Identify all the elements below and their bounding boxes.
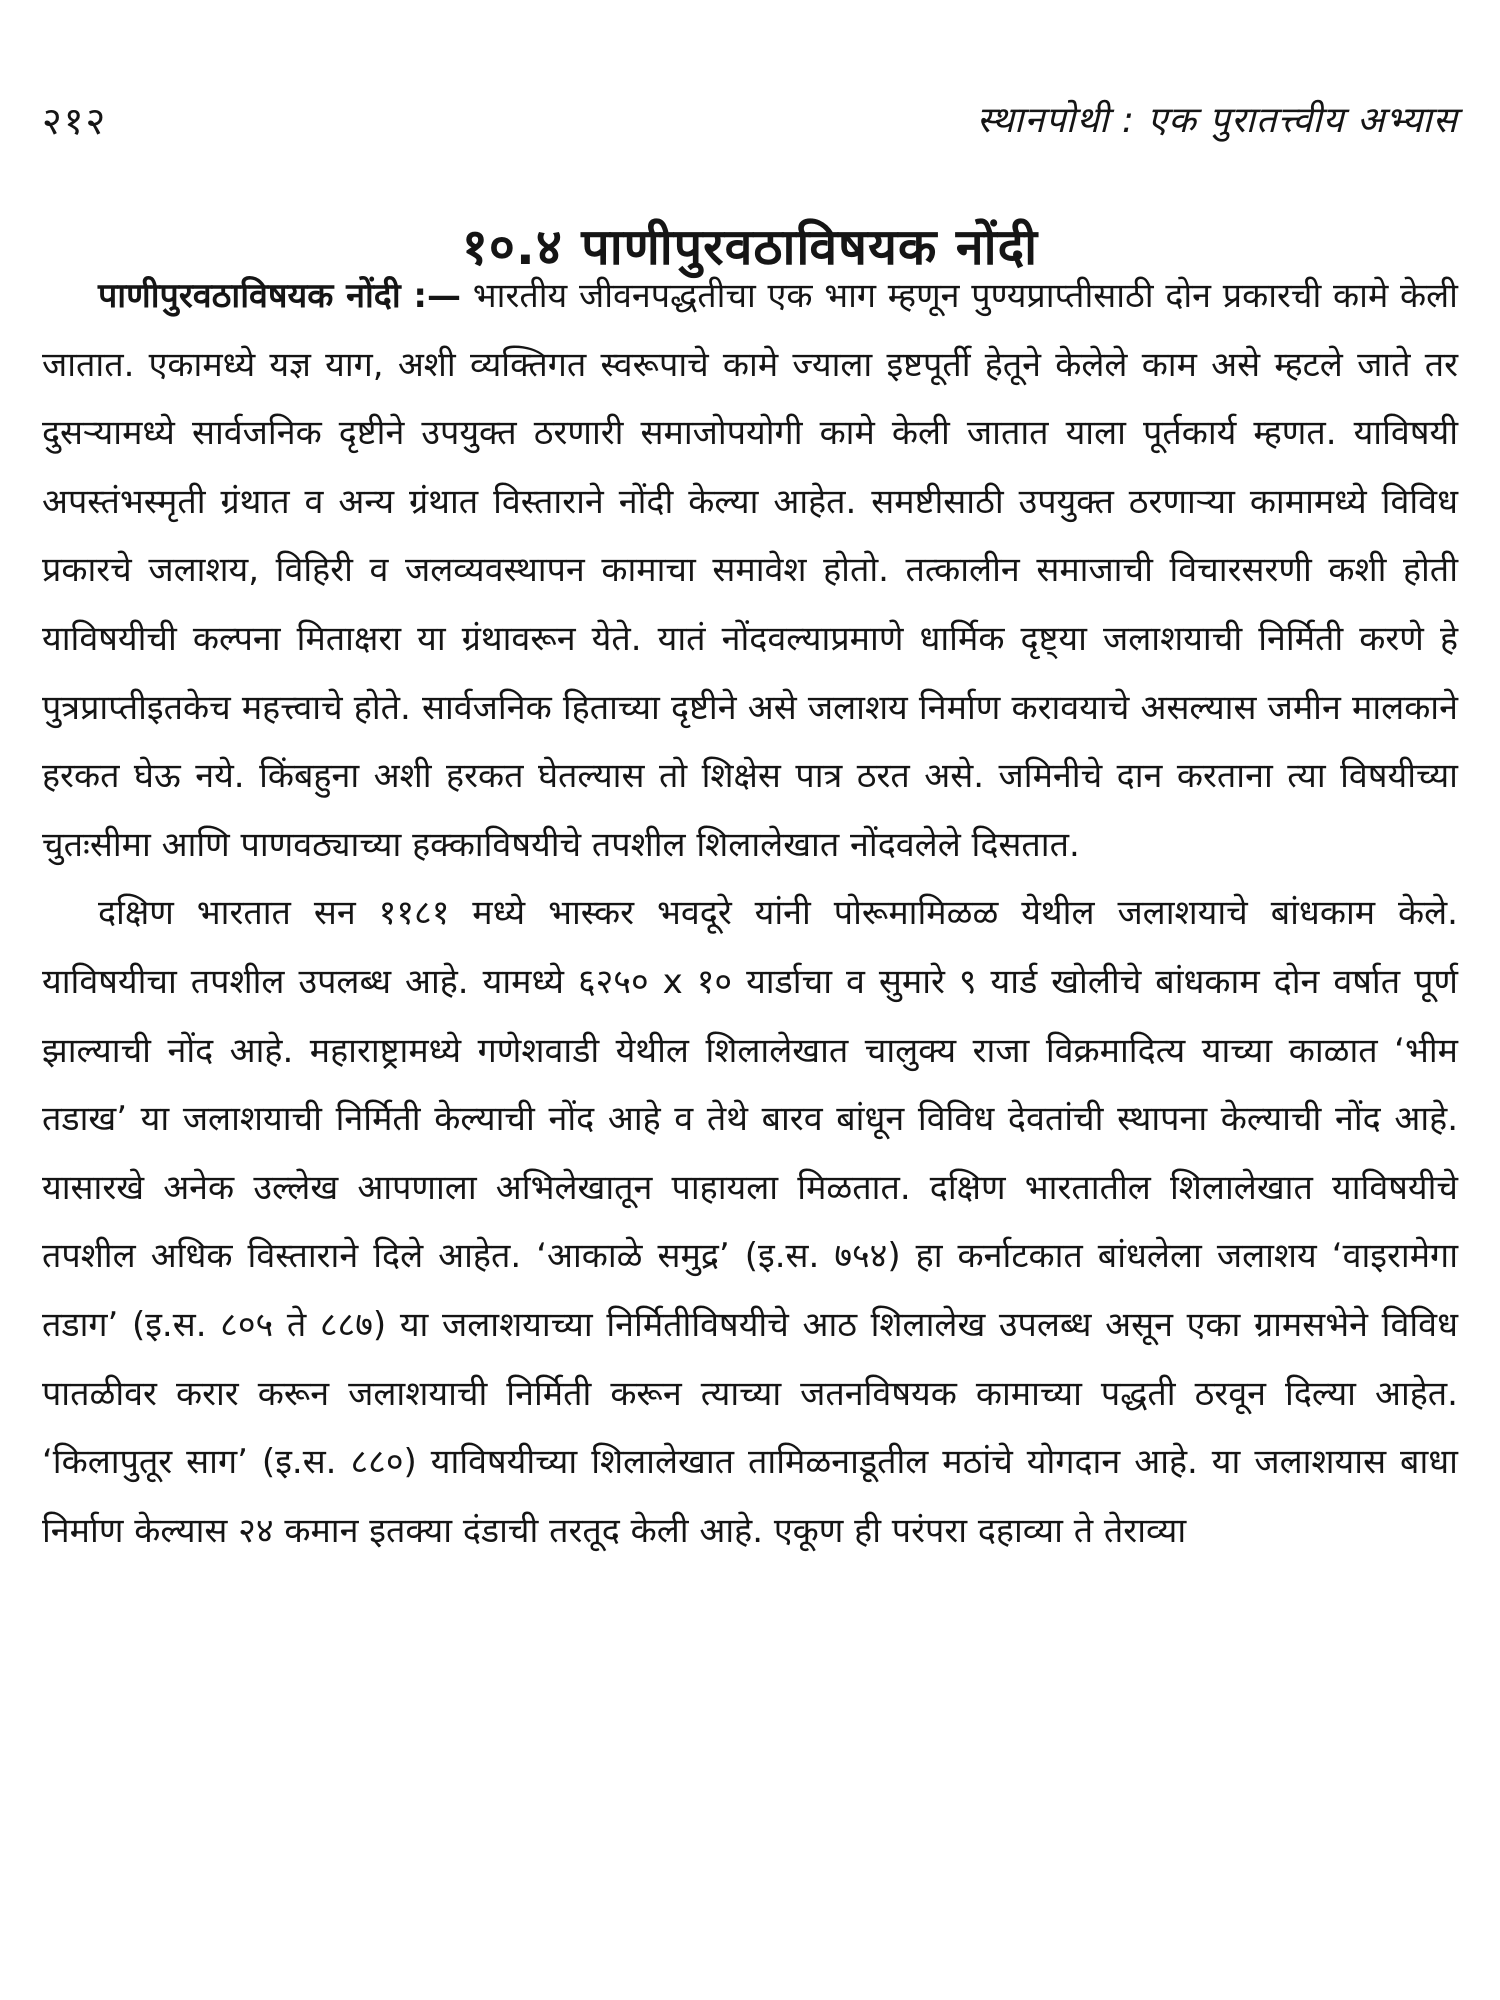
section-title: १०.४ पाणीपुरवठाविषयक नोंदी (461, 217, 1039, 276)
body-text (42, 262, 1458, 1565)
paragraph-1 (42, 262, 1458, 879)
page-number: २१२ (42, 99, 108, 143)
paragraph-lead: पाणीपुरवठाविषयक नोंदी :— (98, 276, 462, 316)
paragraph-text: दक्षिण भारतात सन ११८१ मध्ये भास्कर भवदूरे यांनी पोरूमामिळळ येथील जलाशयाचे बांधकाम केले. याविषयीचा तपशील उपलब्ध आहे. यामध्ये ६२५० x १० यार्डाचा व सुमारे ९ यार्ड खोलीचे बांधकाम दोन वर्षात पूर्ण झाल्याची नोंद आहे. महाराष्ट्रामध्ये गणेशवाडी येथील शिलालेखात चालुक्य राजा विक्रमादित्य याच्या काळात ‘भीम तडाख’ या जलाशयाची निर्मिती केल्याची नोंद आहे व तेथे बारव बांधून विविध देवतांची स्थापना केल्याची नोंद आहे. यासारखे अनेक उल्लेख आपणाला अभिलेखातून पाहायला मिळतात. दक्षिण भारतातील शिलालेखात याविषयीचे तपशील अधिक विस्ताराने दिले आहेत. ‘आकाळे समुद्र’ (इ.स. ७५४) हा कर्नाटकात बांधलेला जलाशय ‘वाइरामेगा तडाग’ (इ.स. ८०५ ते ८८७) या जलाशयाच्या निर्मितीविषयीचे आठ शिलालेख उपलब्ध असून एका ग्रामसभेने विविध पातळीवर करार करून जलाशयाची निर्मिती करून त्याच्या जतनविषयक कामाच्या पद्धती ठरवून दिल्या आहेत. ‘किलापुतूर साग’ (इ.स. ८८०) याविषयीच्या शिलालेखात तामिळनाडूतील मठांचे योगदान आहे. या जलाशयास बाधा निर्माण केल्यास २४ कमान इतक्या दंडाची तरतूद केली आहे. एकूण ही परंपरा दहाव्या ते तेराव्या (42, 893, 1458, 1551)
paragraph-text: भारतीय जीवनपद्धतीचा एक भाग म्हणून पुण्यप्राप्तीसाठी दोन प्रकारची कामे केली जातात. एकामध्ये यज्ञ याग, अशी व्यक्तिगत स्वरूपाचे कामे ज्याला इष्टपूर्ती हेतूने केलेले काम असे म्हटले जाते तर दुसऱ्यामध्ये सार्वजनिक दृष्टीने उपयुक्त ठरणारी समाजोपयोगी कामे केली जातात याला पूर्तकार्य म्हणत. याविषयी अपस्तंभस्मृती ग्रंथात व अन्य ग्रंथात विस्ताराने नोंदी केल्या आहेत. समष्टीसाठी उपयुक्त ठरणाऱ्या कामामध्ये विविध प्रकारचे जलाशय, विहिरी व जलव्यवस्थापन कामाचा समावेश होतो. तत्कालीन समाजाची विचारसरणी कशी होती याविषयीची कल्पना मिताक्षरा या ग्रंथावरून येते. यातं नोंदवल्याप्रमाणे धार्मिक दृष्ट्या जलाशयाची निर्मिती करणे हे पुत्रप्राप्तीइतकेच महत्त्वाचे होते. सार्वजनिक हिताच्या दृष्टीने असे जलाशय निर्माण करावयाचे असल्यास जमीन मालकाने हरकत घेऊ नये. किंबहुना अशी हरकत घेतल्यास तो शिक्षेस पात्र ठरत असे. जमिनीचे दान करताना त्या विषयीच्या चुतःसीमा आणि पाणवठ्याच्या हक्काविषयीचे तपशील शिलालेखात नोंदवलेले दिसतात. (42, 276, 1459, 865)
running-head: स्थानपोथी : एक पुरातत्त्वीय अभ्यास (976, 100, 1458, 141)
paragraph-2 (42, 879, 1458, 1565)
